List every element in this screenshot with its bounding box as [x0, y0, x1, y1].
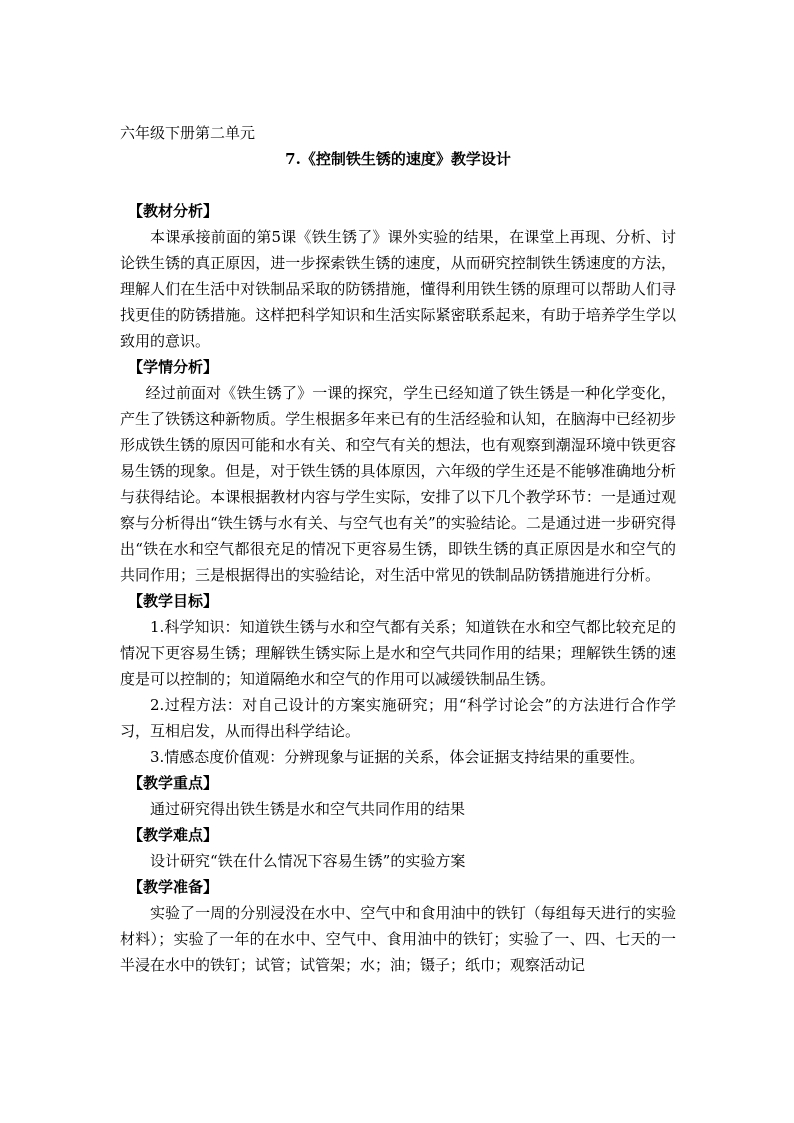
difficulties-heading: 【教学难点】 [128, 826, 219, 844]
preparation-heading: 【教学准备】 [128, 878, 219, 896]
teaching-goal-item: 1.科学知识：知道铁生锈与水和空气都有关系；知道铁在水和空气都比较充足的情况下更容易生锈；理解铁生锈实际上是水和空气共同作用的结果；理解铁生锈的速度是可以控制的；知道隔绝水和空气的作用可以减缓铁制品生锈。 [120, 618, 676, 688]
difficulties-text: 设计研究“铁在什么情况下容易生锈”的实验方案 [150, 852, 466, 870]
document-page [120, 120, 676, 978]
document-title: 7.《控制铁生锈的速度》教学设计 [285, 150, 511, 168]
teaching-goals-heading: 【教学目标】 [128, 592, 219, 610]
material-analysis-heading: 【教材分析】 [128, 202, 219, 220]
teaching-goal-item: 2.过程方法：对自己设计的方案实施研究；用“科学讨论会”的方法进行合作学习，互相启发，从而得出科学结论。 [120, 696, 676, 740]
teaching-goal-item: 3.情感态度价值观：分辨现象与证据的关系，体会证据支持结果的重要性。 [150, 748, 645, 766]
student-analysis-heading: 【学情分析】 [128, 358, 219, 376]
unit-label: 六年级下册第二单元 [120, 124, 256, 142]
key-points-text: 通过研究得出铁生锈是水和空气共同作用的结果 [150, 800, 466, 818]
student-analysis-text: 经过前面对《铁生锈了》一课的探究，学生已经知道了铁生锈是一种化学变化，产生了铁锈这种新物质。学生根据多年来已有的生活经验和认知，在脑海中已经初步形成铁生锈的原因可能和水有关、和空气有关的想法，也有观察到潮湿环境中铁更容易生锈的现象。但是，对于铁生锈的具体原因，六年级的学生还是不能够准确地分析与获得结论。本课根据教材内容与学生实际，安排了以下几个教学环节：一是通过观察与分析得出“铁生锈与水有关、与空气也有关”的实验结论。二是通过进一步研究得出“铁在水和空气都很充足的情况下更容易生锈，即铁生锈的真正原因是水和空气的共同作用；三是根据得出的实验结论，对生活中常见的铁制品防锈措施进行分析。 [120, 384, 676, 584]
key-points-heading: 【教学重点】 [128, 774, 219, 792]
material-analysis-text: 本课承接前面的第5课《铁生锈了》课外实验的结果，在课堂上再现、分析、讨论铁生锈的真正原因，进一步探索铁生锈的速度，从而研究控制铁生锈速度的方法，理解人们在生活中对铁制品采取的防锈措施，懂得利用铁生锈的原理可以帮助人们寻找更佳的防锈措施。这样把科学知识和生活实际紧密联系起来，有助于培养学生学以致用的意识。 [120, 228, 676, 350]
preparation-text: 实验了一周的分别浸没在水中、空气中和食用油中的铁钉（每组每天进行的实验材料）；实验了一年的在水中、空气中、食用油中的铁钉；实验了一、四、七天的一半浸在水中的铁钉；试管；试管架；水；油；镊子；纸巾；观察活动记 [120, 904, 676, 974]
